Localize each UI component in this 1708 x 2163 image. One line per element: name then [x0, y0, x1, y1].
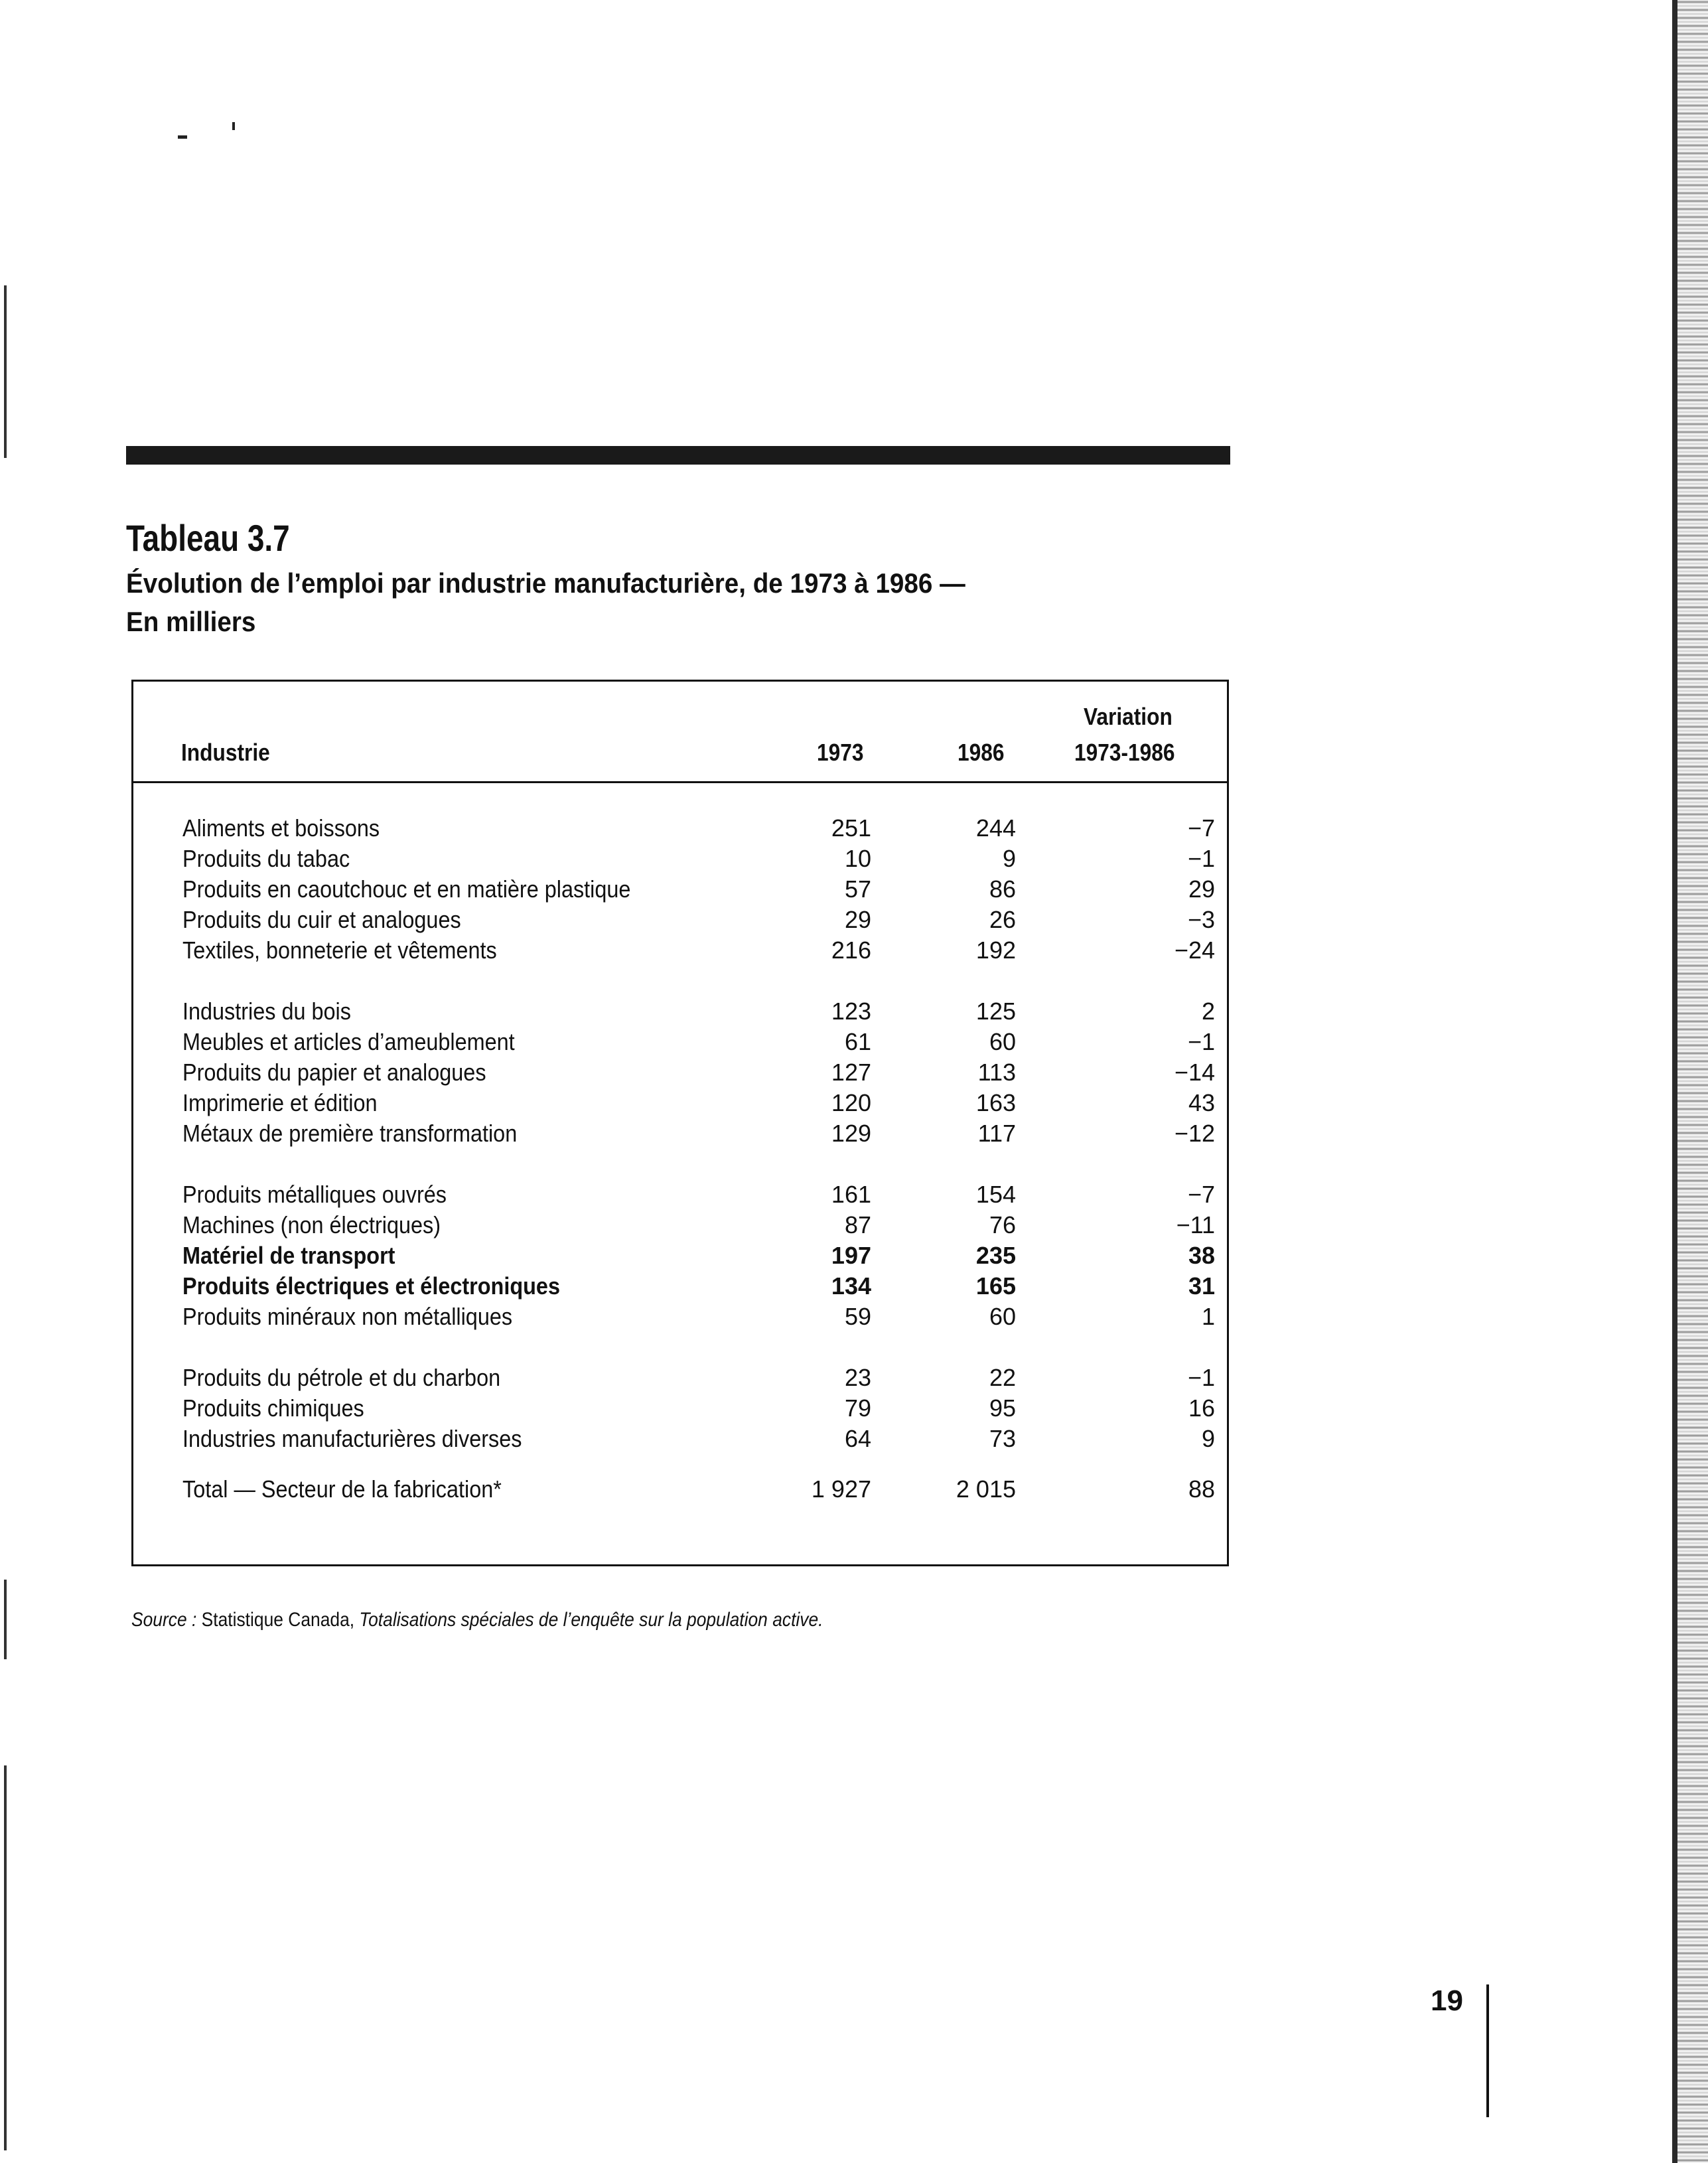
cell-1986: 60 [989, 1028, 1016, 1055]
header-variation-period: 1973-1986 [1074, 739, 1175, 766]
cell-change: −3 [1187, 906, 1215, 933]
cell-1986: 86 [989, 875, 1016, 903]
cell-1986: 95 [989, 1394, 1016, 1422]
cell-1986: 113 [977, 1059, 1016, 1086]
cell-change: 31 [1188, 1272, 1215, 1300]
cell-1973: 29 [844, 906, 871, 933]
cell-change: −1 [1187, 1364, 1215, 1391]
cell-1986: 163 [975, 1089, 1016, 1116]
cell-1973: 57 [844, 875, 871, 903]
table-number: Tableau 3.7 [126, 517, 290, 559]
cell-1973: 23 [844, 1364, 871, 1391]
row-label: Produits chimiques [182, 1394, 364, 1422]
cell-change: −1 [1187, 845, 1215, 872]
cell-1986: 22 [989, 1364, 1016, 1391]
cell-1973: 10 [844, 845, 871, 872]
table-title [126, 564, 1164, 641]
cell-1986: 76 [989, 1211, 1016, 1238]
row-label: Produits du papier et analogues [182, 1059, 486, 1086]
table-title-line: Évolution de l’emploi par industrie manufacturière, de 1973 à 1986 — [126, 567, 965, 599]
cell-change: −7 [1187, 814, 1215, 842]
source-agency: Statistique Canada, [196, 1609, 360, 1631]
cell-1986: 60 [989, 1303, 1016, 1330]
row-label: Machines (non électriques) [182, 1211, 441, 1238]
cell-1973: 123 [831, 998, 871, 1025]
row-label: Produits minéraux non métalliques [182, 1303, 513, 1330]
cell-change: −11 [1176, 1211, 1215, 1238]
cell-change: −1 [1187, 1028, 1215, 1055]
cell-change: 43 [1188, 1089, 1215, 1116]
cell-1986: 9 [1002, 845, 1016, 872]
row-label: Métaux de première transformation [182, 1120, 518, 1147]
header-industry: Industrie [181, 739, 270, 766]
scan-speck [178, 135, 187, 139]
row-label: Meubles et articles d’ameublement [182, 1028, 515, 1055]
row-label: Matériel de transport [182, 1242, 395, 1269]
scan-margin-line [4, 1580, 7, 1659]
total-label: Total — Secteur de la fabrication* [182, 1475, 502, 1503]
total-1973: 1 927 [811, 1475, 871, 1503]
cell-1973: 197 [831, 1242, 871, 1269]
total-1986: 2 015 [956, 1475, 1016, 1503]
cell-1973: 129 [831, 1120, 871, 1147]
top-rule [126, 446, 1230, 465]
cell-1973: 61 [844, 1028, 871, 1055]
source-prefix: Source : [131, 1609, 197, 1631]
cell-change: −14 [1174, 1059, 1215, 1086]
row-label: Industries du bois [182, 998, 351, 1025]
scan-margin-line [4, 285, 7, 458]
cell-1973: 216 [831, 936, 871, 964]
scan-speck [232, 122, 235, 130]
total-change: 88 [1188, 1475, 1215, 1503]
row-label: Industries manufacturières diverses [182, 1425, 522, 1452]
cell-change: 2 [1201, 998, 1215, 1025]
cell-1986: 244 [975, 814, 1016, 842]
page-number: 19 [1431, 1984, 1463, 2017]
header-divider [133, 781, 1227, 783]
header-1973: 1973 [817, 739, 864, 766]
cell-change: 38 [1188, 1242, 1215, 1269]
row-label: Produits métalliques ouvrés [182, 1181, 447, 1208]
cell-1986: 192 [975, 936, 1016, 964]
cell-1973: 251 [831, 814, 871, 842]
cell-1973: 127 [831, 1059, 871, 1086]
cell-1986: 235 [975, 1242, 1016, 1269]
cell-1986: 26 [989, 906, 1016, 933]
cell-1973: 120 [831, 1089, 871, 1116]
cell-1973: 59 [844, 1303, 871, 1330]
cell-1986: 165 [975, 1272, 1016, 1300]
scanned-page-edge [1672, 0, 1708, 2163]
cell-1986: 125 [975, 998, 1016, 1025]
cell-1973: 134 [831, 1272, 871, 1300]
row-label: Produits du pétrole et du charbon [182, 1364, 501, 1391]
data-table [131, 680, 1229, 1566]
row-label: Produits du cuir et analogues [182, 906, 461, 933]
cell-change: 29 [1188, 875, 1215, 903]
table-title-line: En milliers [126, 606, 256, 637]
row-label: Textiles, bonneterie et vêtements [182, 936, 497, 964]
cell-1986: 73 [989, 1425, 1016, 1452]
cell-change: 16 [1188, 1394, 1215, 1422]
row-label: Produits du tabac [182, 845, 350, 872]
row-label: Aliments et boissons [182, 814, 380, 842]
row-label: Produits électriques et électroniques [182, 1272, 560, 1300]
cell-1973: 79 [844, 1394, 871, 1422]
page-number-rule [1486, 1984, 1489, 2117]
source-note [131, 1609, 823, 1631]
cell-change: −24 [1174, 936, 1215, 964]
row-label: Produits en caoutchouc et en matière plastique [182, 875, 631, 903]
cell-1986: 117 [977, 1120, 1016, 1147]
cell-1973: 161 [831, 1181, 871, 1208]
cell-1973: 64 [844, 1425, 871, 1452]
source-publication: Totalisations spéciales de l’enquête sur la population active. [359, 1609, 823, 1631]
scan-margin-line [4, 1765, 7, 2150]
cell-1973: 87 [844, 1211, 871, 1238]
cell-1986: 154 [975, 1181, 1016, 1208]
header-variation: Variation [1084, 703, 1173, 730]
cell-change: 9 [1201, 1425, 1215, 1452]
cell-change: −12 [1174, 1120, 1215, 1147]
cell-change: −7 [1187, 1181, 1215, 1208]
header-1986: 1986 [958, 739, 1005, 766]
cell-change: 1 [1201, 1303, 1215, 1330]
row-label: Imprimerie et édition [182, 1089, 378, 1116]
